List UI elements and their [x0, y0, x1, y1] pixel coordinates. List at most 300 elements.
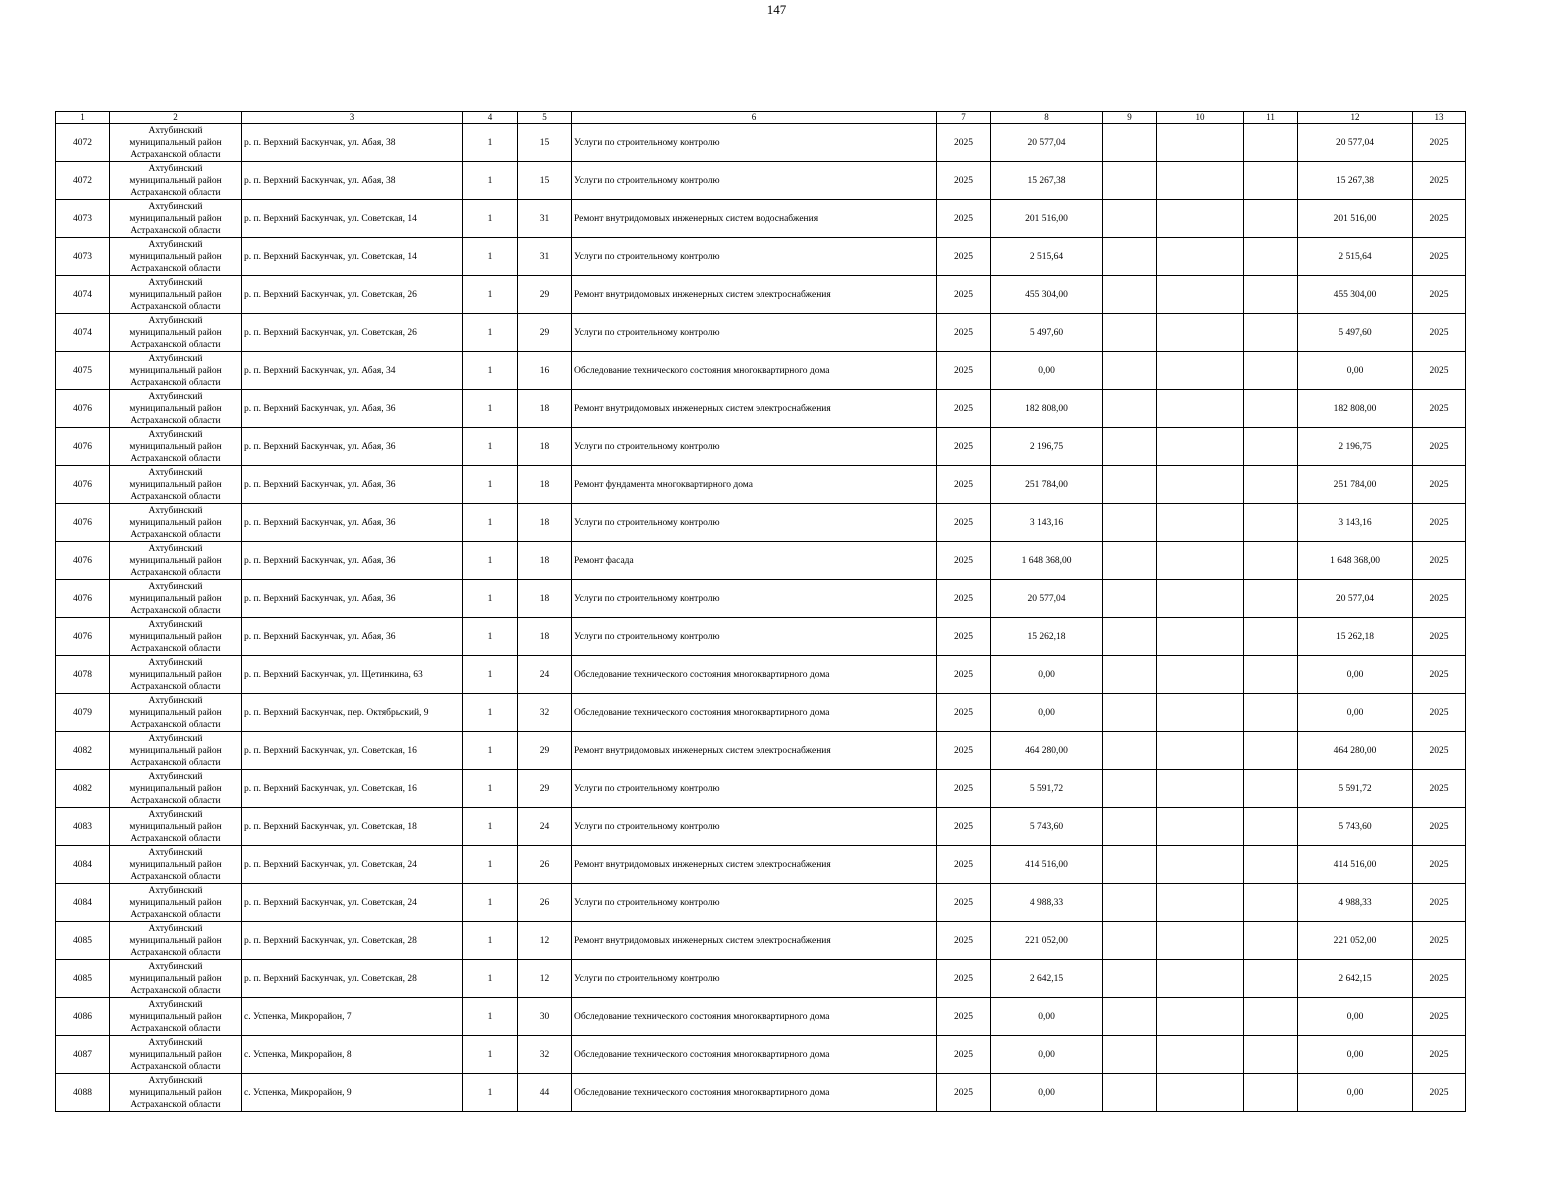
municipality-line: Ахтубинский — [148, 923, 203, 934]
municipality-line: муниципальный район — [129, 555, 222, 566]
amount-cell: 2 642,15 — [991, 960, 1103, 998]
end-year-cell: 2025 — [1413, 808, 1466, 846]
year-cell: 2025 — [937, 124, 991, 162]
municipality-line: Ахтубинский — [148, 239, 203, 250]
amount-cell: 201 516,00 — [991, 200, 1103, 238]
column-header: 2 — [110, 112, 242, 124]
year-cell: 2025 — [937, 276, 991, 314]
row-number-cell: 4074 — [56, 314, 110, 352]
column-5-cell: 18 — [518, 428, 572, 466]
column-9-cell — [1103, 200, 1157, 238]
column-5-cell: 32 — [518, 694, 572, 732]
municipality-cell — [110, 922, 242, 960]
column-4-cell: 1 — [463, 428, 518, 466]
end-year-cell: 2025 — [1413, 618, 1466, 656]
total-cell: 414 516,00 — [1298, 846, 1413, 884]
column-11-cell — [1244, 390, 1298, 428]
table-row — [56, 656, 1466, 694]
year-cell: 2025 — [937, 694, 991, 732]
row-number-cell: 4074 — [56, 276, 110, 314]
municipality-line: Астраханской области — [130, 225, 221, 236]
total-cell: 5 591,72 — [1298, 770, 1413, 808]
column-9-cell — [1103, 314, 1157, 352]
end-year-cell: 2025 — [1413, 1036, 1466, 1074]
column-10-cell — [1157, 466, 1244, 504]
column-5-cell: 18 — [518, 390, 572, 428]
amount-cell: 20 577,04 — [991, 580, 1103, 618]
municipality-line: муниципальный район — [129, 631, 222, 642]
municipality-cell — [110, 314, 242, 352]
year-cell: 2025 — [937, 732, 991, 770]
column-5-cell: 30 — [518, 998, 572, 1036]
end-year-cell: 2025 — [1413, 694, 1466, 732]
municipality-line: Астраханской области — [130, 947, 221, 958]
work-type-cell: Услуги по строительному контролю — [572, 162, 937, 200]
municipality-cell — [110, 1074, 242, 1112]
municipality-line: муниципальный район — [129, 745, 222, 756]
total-cell: 251 784,00 — [1298, 466, 1413, 504]
column-10-cell — [1157, 618, 1244, 656]
municipality-line: Астраханской области — [130, 491, 221, 502]
column-11-cell — [1244, 428, 1298, 466]
column-9-cell — [1103, 846, 1157, 884]
end-year-cell: 2025 — [1413, 846, 1466, 884]
amount-cell: 3 143,16 — [991, 504, 1103, 542]
municipality-cell — [110, 884, 242, 922]
column-11-cell — [1244, 276, 1298, 314]
column-9-cell — [1103, 922, 1157, 960]
total-cell: 1 648 368,00 — [1298, 542, 1413, 580]
table-row — [56, 884, 1466, 922]
column-11-cell — [1244, 580, 1298, 618]
column-11-cell — [1244, 694, 1298, 732]
amount-cell: 2 196,75 — [991, 428, 1103, 466]
row-number-cell: 4076 — [56, 504, 110, 542]
amount-cell: 5 743,60 — [991, 808, 1103, 846]
work-type-cell: Ремонт фундамента многоквартирного дома — [572, 466, 937, 504]
end-year-cell: 2025 — [1413, 466, 1466, 504]
column-9-cell — [1103, 504, 1157, 542]
municipality-cell — [110, 124, 242, 162]
column-11-cell — [1244, 656, 1298, 694]
year-cell: 2025 — [937, 656, 991, 694]
end-year-cell: 2025 — [1413, 124, 1466, 162]
amount-cell: 414 516,00 — [991, 846, 1103, 884]
end-year-cell: 2025 — [1413, 200, 1466, 238]
municipality-line: Ахтубинский — [148, 733, 203, 744]
end-year-cell: 2025 — [1413, 770, 1466, 808]
total-cell: 455 304,00 — [1298, 276, 1413, 314]
end-year-cell: 2025 — [1413, 580, 1466, 618]
end-year-cell: 2025 — [1413, 884, 1466, 922]
municipality-line: Ахтубинский — [148, 429, 203, 440]
row-number-cell: 4072 — [56, 124, 110, 162]
municipality-line: Астраханской области — [130, 833, 221, 844]
end-year-cell: 2025 — [1413, 960, 1466, 998]
work-type-cell: Обследование технического состояния многоквартирного дома — [572, 1036, 937, 1074]
municipality-line: муниципальный район — [129, 289, 222, 300]
column-9-cell — [1103, 884, 1157, 922]
table-row — [56, 1036, 1466, 1074]
row-number-cell: 4079 — [56, 694, 110, 732]
column-5-cell: 18 — [518, 504, 572, 542]
address-cell: р. п. Верхний Баскунчак, пер. Октябрьский, 9 — [242, 694, 463, 732]
end-year-cell: 2025 — [1413, 922, 1466, 960]
row-number-cell: 4076 — [56, 618, 110, 656]
amount-cell: 0,00 — [991, 694, 1103, 732]
work-type-cell: Услуги по строительному контролю — [572, 770, 937, 808]
table-row — [56, 694, 1466, 732]
column-4-cell: 1 — [463, 390, 518, 428]
column-11-cell — [1244, 732, 1298, 770]
column-9-cell — [1103, 808, 1157, 846]
column-11-cell — [1244, 770, 1298, 808]
column-5-cell: 18 — [518, 466, 572, 504]
total-cell: 182 808,00 — [1298, 390, 1413, 428]
column-5-cell: 18 — [518, 618, 572, 656]
municipality-line: Астраханской области — [130, 719, 221, 730]
column-5-cell: 29 — [518, 276, 572, 314]
amount-cell: 0,00 — [991, 352, 1103, 390]
amount-cell: 2 515,64 — [991, 238, 1103, 276]
total-cell: 4 988,33 — [1298, 884, 1413, 922]
row-number-cell: 4084 — [56, 846, 110, 884]
work-type-cell: Ремонт внутридомовых инженерных систем электроснабжения — [572, 732, 937, 770]
column-9-cell — [1103, 162, 1157, 200]
row-number-cell: 4076 — [56, 580, 110, 618]
municipality-line: муниципальный район — [129, 251, 222, 262]
table-row — [56, 390, 1466, 428]
column-5-cell: 44 — [518, 1074, 572, 1112]
amount-cell: 182 808,00 — [991, 390, 1103, 428]
total-cell: 2 515,64 — [1298, 238, 1413, 276]
address-cell: р. п. Верхний Баскунчак, ул. Советская, 24 — [242, 884, 463, 922]
year-cell: 2025 — [937, 770, 991, 808]
municipality-line: Астраханской области — [130, 1061, 221, 1072]
column-5-cell: 31 — [518, 238, 572, 276]
work-type-cell: Ремонт внутридомовых инженерных систем электроснабжения — [572, 922, 937, 960]
column-11-cell — [1244, 124, 1298, 162]
column-5-cell: 24 — [518, 808, 572, 846]
municipality-line: Ахтубинский — [148, 163, 203, 174]
total-cell: 0,00 — [1298, 1036, 1413, 1074]
column-10-cell — [1157, 770, 1244, 808]
end-year-cell: 2025 — [1413, 162, 1466, 200]
row-number-cell: 4088 — [56, 1074, 110, 1112]
column-5-cell: 29 — [518, 314, 572, 352]
work-type-cell: Ремонт внутридомовых инженерных систем электроснабжения — [572, 390, 937, 428]
column-9-cell — [1103, 732, 1157, 770]
column-4-cell: 1 — [463, 466, 518, 504]
column-4-cell: 1 — [463, 770, 518, 808]
column-5-cell: 15 — [518, 162, 572, 200]
column-4-cell: 1 — [463, 276, 518, 314]
column-5-cell: 16 — [518, 352, 572, 390]
column-11-cell — [1244, 1036, 1298, 1074]
column-4-cell: 1 — [463, 314, 518, 352]
year-cell: 2025 — [937, 200, 991, 238]
column-11-cell — [1244, 352, 1298, 390]
municipality-line: Ахтубинский — [148, 467, 203, 478]
year-cell: 2025 — [937, 162, 991, 200]
total-cell: 3 143,16 — [1298, 504, 1413, 542]
table-row — [56, 732, 1466, 770]
row-number-cell: 4085 — [56, 922, 110, 960]
total-cell: 464 280,00 — [1298, 732, 1413, 770]
year-cell: 2025 — [937, 466, 991, 504]
end-year-cell: 2025 — [1413, 504, 1466, 542]
total-cell: 2 642,15 — [1298, 960, 1413, 998]
column-11-cell — [1244, 200, 1298, 238]
column-11-cell — [1244, 238, 1298, 276]
column-9-cell — [1103, 466, 1157, 504]
year-cell: 2025 — [937, 504, 991, 542]
amount-cell: 455 304,00 — [991, 276, 1103, 314]
column-4-cell: 1 — [463, 504, 518, 542]
column-4-cell: 1 — [463, 884, 518, 922]
municipality-line: муниципальный район — [129, 175, 222, 186]
address-cell: р. п. Верхний Баскунчак, ул. Абая, 36 — [242, 542, 463, 580]
municipality-line: Ахтубинский — [148, 353, 203, 364]
column-9-cell — [1103, 238, 1157, 276]
column-10-cell — [1157, 390, 1244, 428]
column-4-cell: 1 — [463, 618, 518, 656]
municipality-cell — [110, 846, 242, 884]
column-header: 6 — [572, 112, 937, 124]
column-10-cell — [1157, 276, 1244, 314]
table-row — [56, 238, 1466, 276]
municipality-line: муниципальный район — [129, 935, 222, 946]
column-5-cell: 31 — [518, 200, 572, 238]
column-4-cell: 1 — [463, 732, 518, 770]
address-cell: р. п. Верхний Баскунчак, ул. Советская, 14 — [242, 238, 463, 276]
address-cell: р. п. Верхний Баскунчак, ул. Советская, 16 — [242, 770, 463, 808]
row-number-cell: 4072 — [56, 162, 110, 200]
column-5-cell: 29 — [518, 732, 572, 770]
municipality-cell — [110, 732, 242, 770]
work-type-cell: Услуги по строительному контролю — [572, 504, 937, 542]
end-year-cell: 2025 — [1413, 352, 1466, 390]
column-10-cell — [1157, 922, 1244, 960]
municipality-cell — [110, 200, 242, 238]
total-cell: 2 196,75 — [1298, 428, 1413, 466]
municipality-line: Астраханской области — [130, 529, 221, 540]
row-number-cell: 4082 — [56, 732, 110, 770]
municipality-line: муниципальный район — [129, 213, 222, 224]
municipality-cell — [110, 808, 242, 846]
address-cell: р. п. Верхний Баскунчак, ул. Абая, 34 — [242, 352, 463, 390]
column-9-cell — [1103, 542, 1157, 580]
column-header: 8 — [991, 112, 1103, 124]
municipality-line: Ахтубинский — [148, 315, 203, 326]
municipality-cell — [110, 428, 242, 466]
total-cell: 0,00 — [1298, 998, 1413, 1036]
municipality-line: Астраханской области — [130, 643, 221, 654]
municipality-line: муниципальный район — [129, 327, 222, 338]
end-year-cell: 2025 — [1413, 314, 1466, 352]
address-cell: р. п. Верхний Баскунчак, ул. Советская, 16 — [242, 732, 463, 770]
year-cell: 2025 — [937, 238, 991, 276]
address-cell: р. п. Верхний Баскунчак, ул. Советская, 26 — [242, 276, 463, 314]
municipality-line: Ахтубинский — [148, 1037, 203, 1048]
amount-cell: 15 267,38 — [991, 162, 1103, 200]
table-row — [56, 428, 1466, 466]
municipality-line: Ахтубинский — [148, 581, 203, 592]
address-cell: с. Успенка, Микрорайон, 8 — [242, 1036, 463, 1074]
column-10-cell — [1157, 352, 1244, 390]
table-row — [56, 276, 1466, 314]
page-number: 147 — [766, 2, 787, 17]
column-9-cell — [1103, 352, 1157, 390]
column-4-cell: 1 — [463, 352, 518, 390]
municipality-line: Астраханской области — [130, 149, 221, 160]
end-year-cell: 2025 — [1413, 390, 1466, 428]
amount-cell: 0,00 — [991, 1036, 1103, 1074]
year-cell: 2025 — [937, 960, 991, 998]
total-cell: 15 267,38 — [1298, 162, 1413, 200]
municipality-line: муниципальный район — [129, 859, 222, 870]
year-cell: 2025 — [937, 1036, 991, 1074]
end-year-cell: 2025 — [1413, 732, 1466, 770]
column-header: 7 — [937, 112, 991, 124]
year-cell: 2025 — [937, 846, 991, 884]
column-9-cell — [1103, 998, 1157, 1036]
column-header: 4 — [463, 112, 518, 124]
column-9-cell — [1103, 124, 1157, 162]
municipality-line: Ахтубинский — [148, 391, 203, 402]
address-cell: р. п. Верхний Баскунчак, ул. Щетинкина, 63 — [242, 656, 463, 694]
municipality-line: Астраханской области — [130, 1023, 221, 1034]
municipality-line: муниципальный район — [129, 441, 222, 452]
column-11-cell — [1244, 466, 1298, 504]
municipality-line: Астраханской области — [130, 1099, 221, 1110]
total-cell: 20 577,04 — [1298, 580, 1413, 618]
work-type-cell: Услуги по строительному контролю — [572, 124, 937, 162]
work-type-cell: Обследование технического состояния многоквартирного дома — [572, 352, 937, 390]
municipality-line: Ахтубинский — [148, 505, 203, 516]
column-10-cell — [1157, 314, 1244, 352]
total-cell: 0,00 — [1298, 694, 1413, 732]
municipality-line: муниципальный район — [129, 593, 222, 604]
year-cell: 2025 — [937, 618, 991, 656]
column-10-cell — [1157, 124, 1244, 162]
municipality-cell — [110, 238, 242, 276]
municipality-line: муниципальный район — [129, 479, 222, 490]
column-10-cell — [1157, 656, 1244, 694]
column-11-cell — [1244, 846, 1298, 884]
column-header: 13 — [1413, 112, 1466, 124]
column-header: 9 — [1103, 112, 1157, 124]
municipality-line: муниципальный район — [129, 1087, 222, 1098]
column-header: 1 — [56, 112, 110, 124]
amount-cell: 0,00 — [991, 1074, 1103, 1112]
end-year-cell: 2025 — [1413, 998, 1466, 1036]
row-number-cell: 4083 — [56, 808, 110, 846]
table-row — [56, 846, 1466, 884]
column-10-cell — [1157, 694, 1244, 732]
column-9-cell — [1103, 1036, 1157, 1074]
column-11-cell — [1244, 960, 1298, 998]
address-cell: р. п. Верхний Баскунчак, ул. Абая, 36 — [242, 466, 463, 504]
municipality-line: муниципальный район — [129, 821, 222, 832]
year-cell: 2025 — [937, 580, 991, 618]
table-row — [56, 466, 1466, 504]
amount-cell: 0,00 — [991, 656, 1103, 694]
year-cell: 2025 — [937, 884, 991, 922]
work-type-cell: Услуги по строительному контролю — [572, 618, 937, 656]
end-year-cell: 2025 — [1413, 1074, 1466, 1112]
amount-cell: 5 591,72 — [991, 770, 1103, 808]
municipality-line: Астраханской области — [130, 415, 221, 426]
row-number-cell: 4085 — [56, 960, 110, 998]
year-cell: 2025 — [937, 1074, 991, 1112]
row-number-cell: 4076 — [56, 428, 110, 466]
work-type-cell: Услуги по строительному контролю — [572, 314, 937, 352]
work-type-cell: Ремонт внутридомовых инженерных систем электроснабжения — [572, 276, 937, 314]
column-9-cell — [1103, 428, 1157, 466]
column-4-cell: 1 — [463, 694, 518, 732]
year-cell: 2025 — [937, 542, 991, 580]
column-4-cell: 1 — [463, 124, 518, 162]
municipality-cell — [110, 1036, 242, 1074]
column-11-cell — [1244, 162, 1298, 200]
work-type-cell: Ремонт внутридомовых инженерных систем водоснабжения — [572, 200, 937, 238]
table-row — [56, 580, 1466, 618]
municipality-cell — [110, 770, 242, 808]
column-4-cell: 1 — [463, 238, 518, 276]
total-cell: 0,00 — [1298, 352, 1413, 390]
address-cell: р. п. Верхний Баскунчак, ул. Абая, 36 — [242, 428, 463, 466]
work-type-cell: Обследование технического состояния многоквартирного дома — [572, 694, 937, 732]
amount-cell: 464 280,00 — [991, 732, 1103, 770]
column-4-cell: 1 — [463, 162, 518, 200]
work-type-cell: Ремонт внутридомовых инженерных систем электроснабжения — [572, 846, 937, 884]
column-11-cell — [1244, 1074, 1298, 1112]
municipality-line: муниципальный район — [129, 137, 222, 148]
column-11-cell — [1244, 504, 1298, 542]
address-cell: р. п. Верхний Баскунчак, ул. Советская, 28 — [242, 922, 463, 960]
total-cell: 0,00 — [1298, 1074, 1413, 1112]
column-10-cell — [1157, 428, 1244, 466]
year-cell: 2025 — [937, 922, 991, 960]
municipality-line: Ахтубинский — [148, 695, 203, 706]
row-number-cell: 4082 — [56, 770, 110, 808]
row-number-cell: 4084 — [56, 884, 110, 922]
column-9-cell — [1103, 390, 1157, 428]
municipality-cell — [110, 998, 242, 1036]
table-row — [56, 504, 1466, 542]
work-type-cell: Ремонт фасада — [572, 542, 937, 580]
municipality-line: Астраханской области — [130, 985, 221, 996]
year-cell: 2025 — [937, 428, 991, 466]
address-cell: р. п. Верхний Баскунчак, ул. Советская, 24 — [242, 846, 463, 884]
end-year-cell: 2025 — [1413, 656, 1466, 694]
column-5-cell: 18 — [518, 580, 572, 618]
municipality-line: Астраханской области — [130, 567, 221, 578]
municipality-line: муниципальный район — [129, 707, 222, 718]
column-9-cell — [1103, 276, 1157, 314]
municipality-line: Ахтубинский — [148, 885, 203, 896]
municipality-line: Ахтубинский — [148, 847, 203, 858]
column-11-cell — [1244, 808, 1298, 846]
address-cell: р. п. Верхний Баскунчак, ул. Советская, 26 — [242, 314, 463, 352]
column-10-cell — [1157, 162, 1244, 200]
work-type-cell: Обследование технического состояния многоквартирного дома — [572, 998, 937, 1036]
column-4-cell: 1 — [463, 922, 518, 960]
municipality-line: муниципальный район — [129, 669, 222, 680]
municipality-line: Ахтубинский — [148, 277, 203, 288]
table-row — [56, 998, 1466, 1036]
